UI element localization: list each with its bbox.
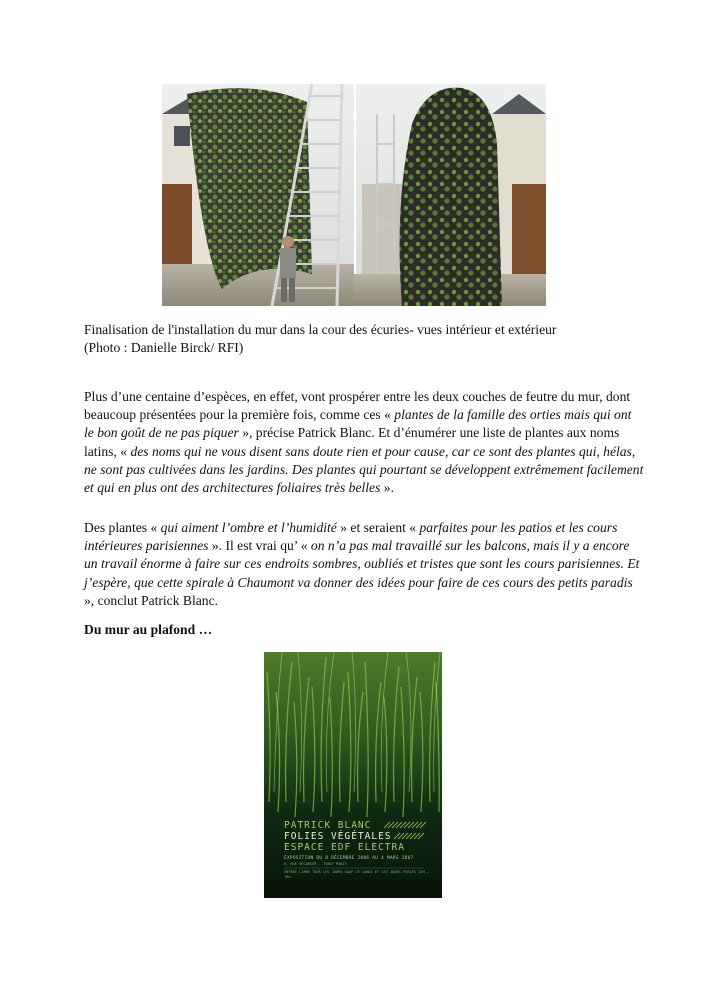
poster-title: FOLIES VÉGÉTALES bbox=[284, 831, 392, 842]
installation-photo bbox=[162, 84, 546, 306]
paragraph-1-quote-1: plantes de la famille des orties mais qui ont le bon goût de ne pas piquer bbox=[84, 407, 632, 441]
installation-photo-drawing bbox=[162, 84, 546, 306]
paragraph-1-text-3: ». bbox=[380, 480, 394, 496]
poster-venue: ESPACE EDF ELECTRA bbox=[284, 842, 405, 853]
poster-text-block bbox=[284, 820, 434, 880]
poster-dates: EXPOSITION DU 8 DÉCEMBRE 2006 AU 4 MARS 2007 bbox=[284, 856, 414, 861]
paragraph-1-text-2: », précise Patrick Blanc. Et d’énumérer une liste de plantes aux noms latins, « bbox=[84, 425, 620, 459]
poster-opening-hours: ENTRÉE LIBRE TOUS LES JOURS SAUF LE LUNDI ET LES JOURS FÉRIÉS 12H – 19H bbox=[284, 870, 429, 879]
paragraph-2-quote-1: qui aiment l’ombre et l’humidité bbox=[160, 520, 337, 535]
paragraph-2-quote-3: on n’a pas mal travaillé sur les balcons, mais il y a encore un travail énorme à faire sur ces endroits sombres, oubliés et tristes que sont les cours parisiennes. Et j’espère, que cette spirale à Chaumont va donner des idées pour faire de ces cours des petits paradis bbox=[84, 538, 640, 590]
exhibition-poster bbox=[264, 652, 442, 898]
photo-caption bbox=[84, 321, 644, 357]
paragraph-1-text-1: Plus d’une centaine d’espèces, en effet, vont prospérer entre les deux couches de feutre du mur, dont beaucoup présentées pour la première fois, comme ces « bbox=[84, 389, 631, 423]
paragraph-2-text-4: », conclut Patrick Blanc. bbox=[84, 592, 219, 608]
paragraph-2-quote-2: parfaites pour les patios et les cours intérieures parisiennes bbox=[84, 520, 618, 554]
section-subheading: Du mur au plafond … bbox=[84, 622, 213, 637]
paragraph-1-quote-2: des noms qui ne vous disent sans doute rien et pour cause, car ce sont des plantes qui, hélas, ne sont pas cultivées dans les jardins. Des plantes qui pourtant se développent extrêmement facilement et qui en plus ont des architectures foliaires très belles bbox=[84, 443, 644, 496]
poster-address: 6, RUE RÉCAMIER – 75007 PARIS bbox=[284, 862, 347, 866]
caption-line-1: Finalisation de l'installation du mur dans la cour des écuries- vues intérieur et extérieur bbox=[84, 322, 557, 337]
caption-line-2: (Photo : Danielle Birck/ RFI) bbox=[84, 340, 244, 355]
poster-artist: PATRICK BLANC bbox=[284, 820, 372, 831]
paragraph-2-text-1: Des plantes « bbox=[84, 520, 161, 535]
paragraph-2-text-2: » et seraient « bbox=[336, 520, 420, 535]
paragraph-1 bbox=[84, 388, 644, 497]
paragraph-2-text-3: ». Il est vrai qu’ « bbox=[208, 538, 311, 554]
paragraph-2 bbox=[84, 519, 644, 610]
